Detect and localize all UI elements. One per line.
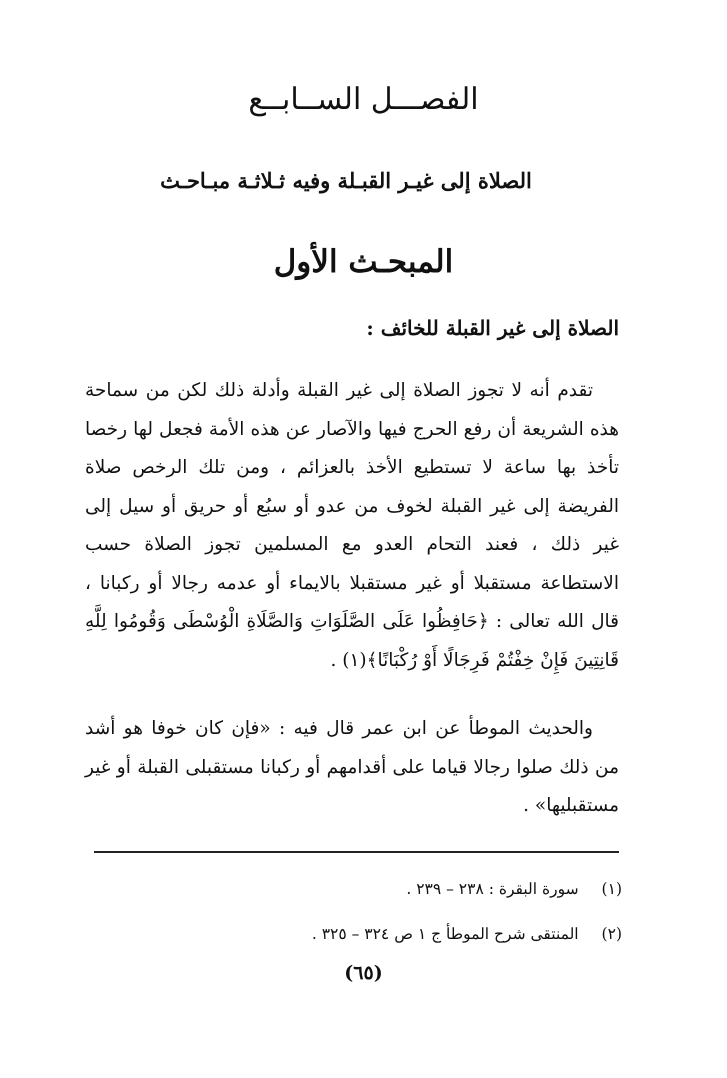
chapter-subtitle: الصلاة إلى غيـر القبـلة وفيه ثـلاثـة مبـاحـث xyxy=(160,168,532,193)
footnote-number: (٢) xyxy=(601,925,622,943)
footnote-divider xyxy=(94,851,619,853)
section-title: المبحـث الأول xyxy=(273,244,454,280)
footnote-text: سورة البقرة : ٢٣٨ – ٢٣٩ . xyxy=(406,880,579,898)
body-paragraph: والحديث الموطأ عن ابن عمر قال فيه : «فإن كان خوفا هو أشد من ذلك صلوا رجالا قياما على أقدامهم أو ركبانا مستقبلى القبلة أو غير مستقبليها» . xyxy=(85,718,619,816)
footnote-number: (١) xyxy=(601,880,622,898)
footnote-text: المنتقى شرح الموطأ ج ١ ص ٣٢٤ – ٣٢٥ . xyxy=(311,925,579,943)
body-paragraph: تقدم أنه لا تجوز الصلاة إلى غير القبلة وأدلة ذلك لكن من سماحة هذه الشريعة أن رفع الحرج فيها والآصار عن هذه الأمة فجعل لها رخصا تأخذ بها ساعة لا تستطيع الأخذ بالعزائم ، ومن تلك الرخص صلاة الفريضة إلى غير القبلة لخوف من عدو أو سبُع أو حريق أو سيل إلى غير ذلك ، فعند التحام العدو مع المسلمين تجوز الصلاة حسب الاستطاعة مستقبلا أو غير مستقبلا بالايماء أو عدمه رجالا أو ركبانا ، قال الله تعالى : ﴿حَافِظُوا عَلَى الصَّلَوَاتِ وَالصَّلَاةِ الْوُسْطَى وَقُومُوا لِلَّهِ قَانِتِينَ فَإِنْ خِفْتُمْ فَرِجَالًا أَوْ رُكْبَانًا﴾(١) . xyxy=(85,380,619,671)
footnote xyxy=(85,880,622,898)
chapter-title: الفصـــل الســابــع xyxy=(248,82,479,117)
page-number: (٦٥) xyxy=(344,962,383,984)
footnote xyxy=(85,925,622,943)
sub-heading: الصلاة إلى غير القبلة للخائف : xyxy=(366,316,619,340)
